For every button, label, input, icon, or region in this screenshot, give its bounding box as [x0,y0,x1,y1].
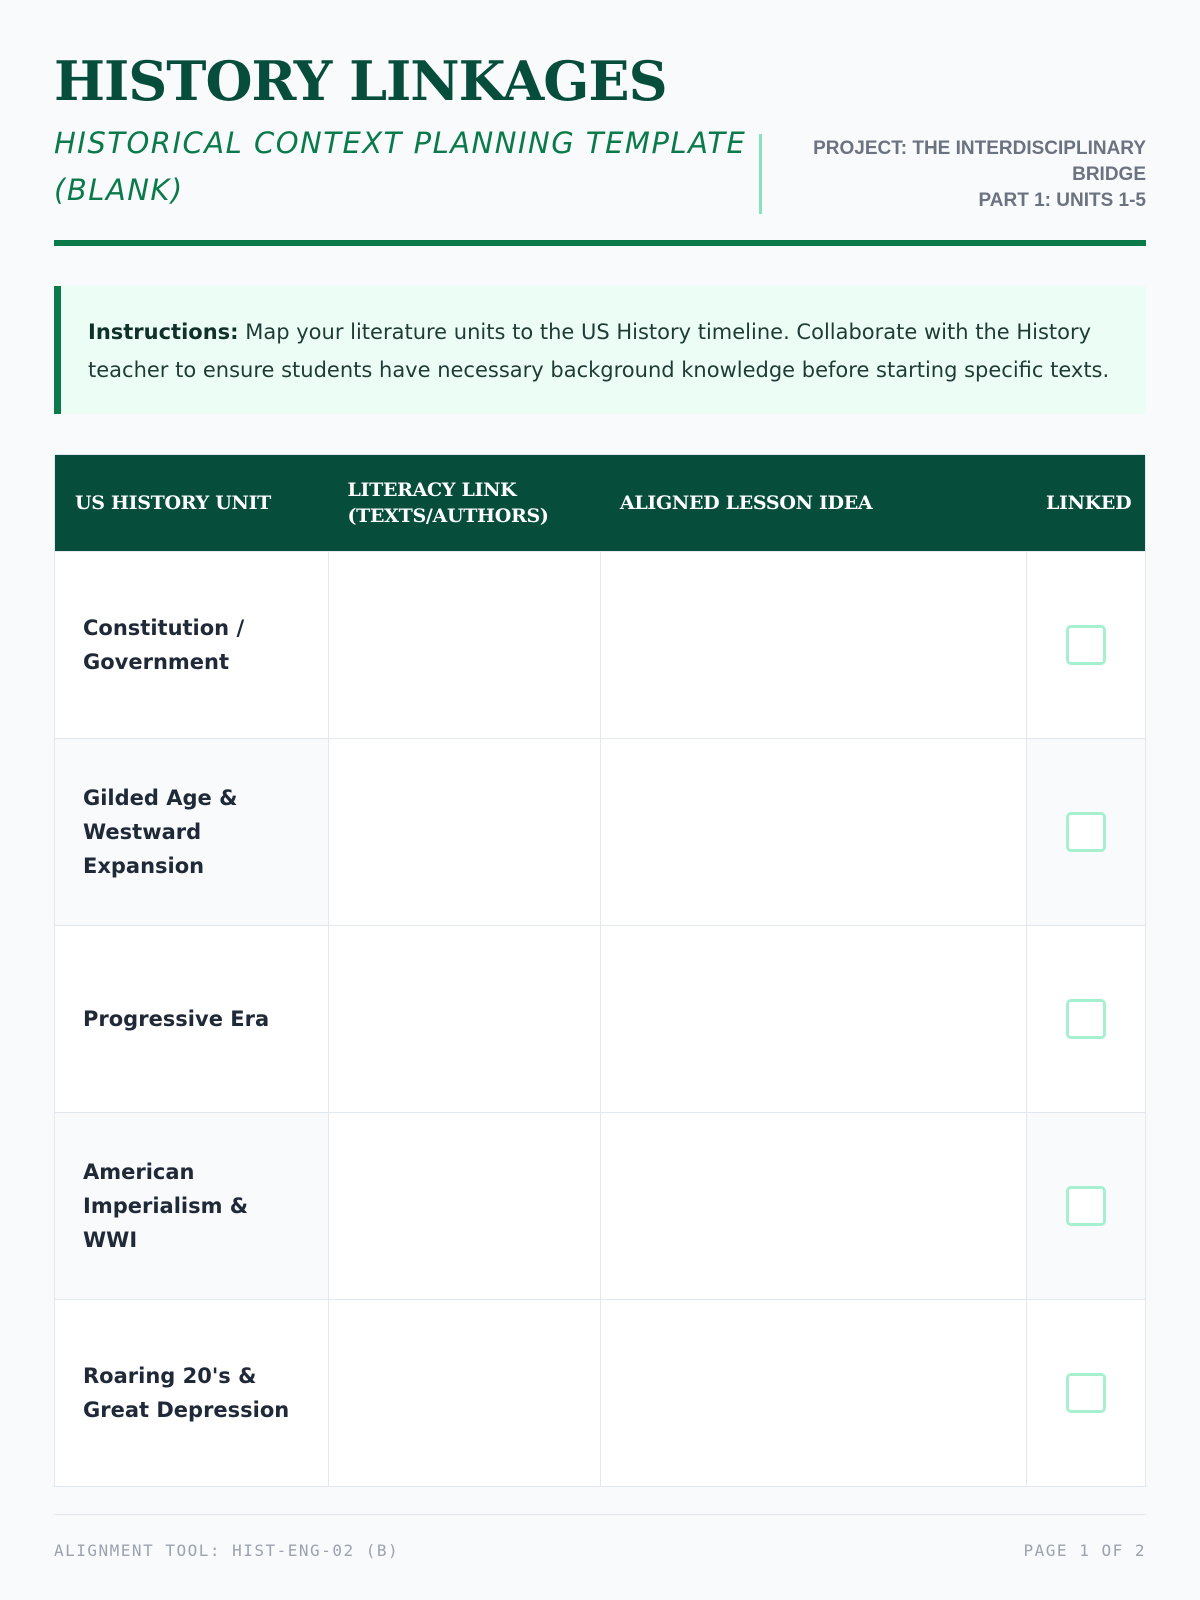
lesson-idea-cell[interactable] [600,739,1026,925]
page-footer [54,1514,1146,1560]
table-row [55,925,1145,1112]
instructions-lead: Instructions: [88,320,239,344]
lesson-idea-cell[interactable] [600,552,1026,738]
instructions-box [54,286,1146,414]
history-units-table [54,454,1146,1487]
project-part: PART 1: UNITS 1-5 [978,190,1146,211]
page-title: HISTORY LINKAGES [54,49,667,113]
lesson-idea-cell[interactable] [600,1113,1026,1299]
literacy-link-cell[interactable] [328,1300,600,1486]
header-divider [759,134,762,214]
page-subtitle: HISTORICAL CONTEXT PLANNING TEMPLATE (BLANK) [54,126,747,207]
linked-cell [1026,552,1145,738]
unit-cell: Roaring 20's & Great Depression [83,1364,290,1422]
unit-cell: Gilded Age & Westward Expansion [55,739,328,925]
column-header-unit: US HISTORY UNIT [75,492,272,514]
unit-cell: American Imperialism & WWI [55,1113,328,1299]
project-info [766,136,1146,214]
linked-checkbox[interactable] [1066,1186,1106,1226]
table-row [55,551,1145,738]
page-number: PAGE 1 OF 2 [1023,1541,1146,1560]
literacy-link-cell[interactable] [328,552,600,738]
table-row [55,1112,1145,1299]
linked-cell [1026,739,1145,925]
lesson-idea-cell[interactable] [600,1300,1026,1486]
linked-checkbox[interactable] [1066,999,1106,1039]
lesson-idea-cell[interactable] [600,926,1026,1112]
linked-checkbox[interactable] [1066,625,1106,665]
tool-code: ALIGNMENT TOOL: HIST-ENG-02 (B) [54,1541,400,1560]
unit-cell: Constitution / Government [83,616,245,674]
table-row [55,1299,1145,1486]
literacy-link-cell[interactable] [328,926,600,1112]
page-header [54,49,1146,246]
column-header-literacy-link: LITERACY LINK (TEXTS/AUTHORS) [347,479,549,527]
linked-checkbox[interactable] [1066,1373,1106,1413]
column-header-linked: LINKED [1046,492,1132,514]
table-row [55,738,1145,925]
linked-cell [1026,1113,1145,1299]
linked-cell [1026,926,1145,1112]
literacy-link-cell[interactable] [328,739,600,925]
linked-cell [1026,1300,1145,1486]
column-header-lesson-idea: ALIGNED LESSON IDEA [619,492,873,514]
project-name: PROJECT: THE INTERDISCIPLINARY BRIDGE [813,138,1146,185]
linked-checkbox[interactable] [1066,812,1106,852]
instructions-text: Map your literature units to the US History timeline. Collaborate with the History teacher to ensure students have necessary background knowledge before starting specific texts. [88,320,1110,382]
unit-cell: Progressive Era [83,1007,270,1031]
table-header [55,455,1145,551]
header-title-block [54,49,754,214]
literacy-link-cell[interactable] [328,1113,600,1299]
